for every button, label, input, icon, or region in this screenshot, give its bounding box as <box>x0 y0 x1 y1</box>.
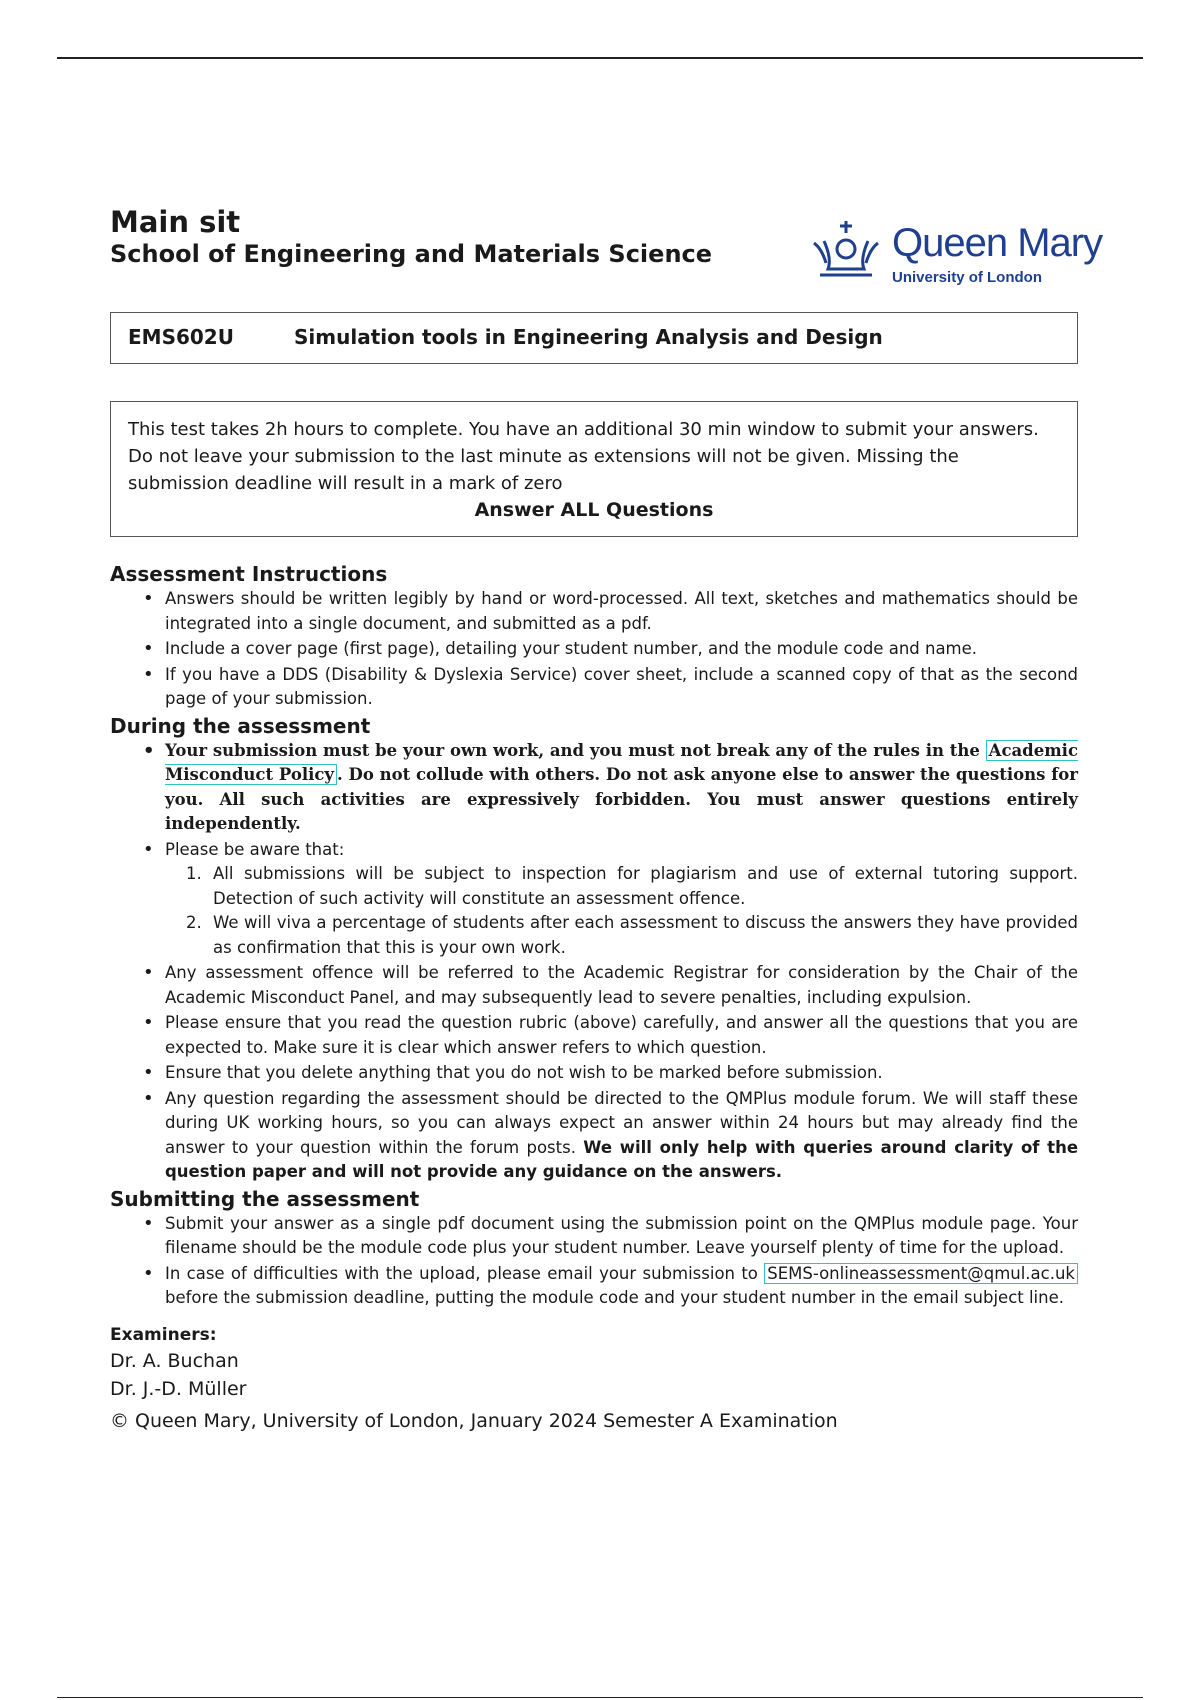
own-work-item <box>110 739 1078 837</box>
forum-text: Any question regarding the assessment should be directed to the QMPlus module forum. We will staff these during UK working hours, so you can always expect an answer within 24 hours but may already find the answer to your question within the forum posts. <box>165 1088 1078 1157</box>
assessment-instructions-list <box>110 587 1078 712</box>
top-rule <box>57 57 1143 59</box>
module-code: EMS602U <box>128 325 234 349</box>
info-text: This test takes 2h hours to complete. You have an additional 30 min window to submit your answers. Do not leave your submission to the last minute as extensions will not be given. Missing the submission deadline will result in a mark of zero <box>128 419 1039 494</box>
page-title: Main sit <box>110 205 241 239</box>
item-text: All submissions will be subject to inspection for plagiarism and use of external tutoring support. Detection of such activity will constitute an assessment offence. <box>213 864 1078 908</box>
examiners-label: Examiners: <box>110 1324 217 1345</box>
module-name: Simulation tools in Engineering Analysis and Design <box>294 325 883 349</box>
numbered-item <box>165 862 1078 911</box>
academic-misconduct-policy-link[interactable]: Academic Misconduct Policy <box>165 740 1078 784</box>
list-item: • If you have a DDS (Disability & Dyslexia Service) cover sheet, include a scanned copy of that as the second page of your submission. <box>110 663 1078 712</box>
examiner-name: Dr. A. Buchan <box>110 1349 239 1372</box>
list-item: • Include a cover page (first page), detailing your student number, and the module code and name. <box>110 637 1078 662</box>
page-header <box>110 205 1103 295</box>
copyright-notice: © Queen Mary, University of London, January 2024 Semester A Examination <box>110 1409 838 1432</box>
forum-item <box>110 1087 1078 1185</box>
email-text-after: before the submission deadline, putting the module code and your student number in the email subject line. <box>165 1288 1065 1307</box>
section-heading-submitting: Submitting the assessment <box>110 1186 420 1211</box>
numbered-item <box>165 911 1078 960</box>
list-item: • Please ensure that you read the question rubric (above) carefully, and answer all the questions that you are expected to. Make sure it is clear which answer refers to which question. <box>110 1011 1078 1060</box>
examiners-block <box>110 1323 1078 1403</box>
item-text: We will viva a percentage of students after each assessment to discuss the answers they have provided as confirmation that this is your own work. <box>213 913 1078 957</box>
bottom-rule <box>57 1697 1143 1698</box>
crown-crest-icon <box>810 219 882 281</box>
item-number: 2. <box>186 913 202 932</box>
list-item: • Ensure that you delete anything that you do not wish to be marked before submission. <box>110 1061 1078 1086</box>
logo-brand: Queen Mary <box>892 221 1103 265</box>
instructions-content <box>110 561 1078 1435</box>
own-work-text-after: . Do not collude with others. Do not ask anyone else to answer the questions for you. All such activities are expressively forbidden. You must answer questions entirely independently. <box>165 765 1078 833</box>
info-box <box>110 401 1078 537</box>
module-box <box>110 312 1078 364</box>
school-name: School of Engineering and Materials Science <box>110 240 713 268</box>
aware-intro: Please be aware that: <box>165 839 345 859</box>
section-heading-assessment-instructions: Assessment Instructions <box>110 562 388 586</box>
list-item: • Answers should be written legibly by hand or word-processed. All text, sketches and mathematics should be integrated into a single document, and submitted as a pdf. <box>110 587 1078 636</box>
item-number: 1. <box>186 864 202 883</box>
logo-subtitle: University of London <box>892 269 1042 286</box>
during-list <box>110 739 1078 1185</box>
examiner-name: Dr. J.-D. Müller <box>110 1377 247 1400</box>
aware-numbered-list <box>165 862 1078 960</box>
queen-mary-logo <box>810 219 1103 291</box>
submission-email-link[interactable]: SEMS-onlineassessment@qmul.ac.uk <box>764 1263 1078 1284</box>
forum-bold-text: We will only help with queries around clarity of the question paper and will not provide any guidance on the answers. <box>165 1137 1079 1181</box>
list-item: • Any assessment offence will be referred to the Academic Registrar for consideration by the Chair of the Academic Misconduct Panel, and may subsequently lead to severe penalties, including expulsion. <box>110 961 1078 1010</box>
own-work-text-before: Your submission must be your own work, and you must not break any of the rules in the <box>165 740 986 760</box>
email-text-before: In case of difficulties with the upload, please email your submission to <box>165 1263 765 1283</box>
answer-all-label: Answer ALL Questions <box>474 499 714 521</box>
section-heading-during: During the assessment <box>110 713 371 738</box>
email-item <box>110 1262 1078 1311</box>
aware-item <box>110 838 1078 961</box>
submitting-list <box>110 1212 1078 1311</box>
list-item: • Submit your answer as a single pdf document using the submission point on the QMPlus module page. Your filename should be the module code plus your student number. Leave yourself plenty of time for the upload. <box>110 1212 1078 1261</box>
